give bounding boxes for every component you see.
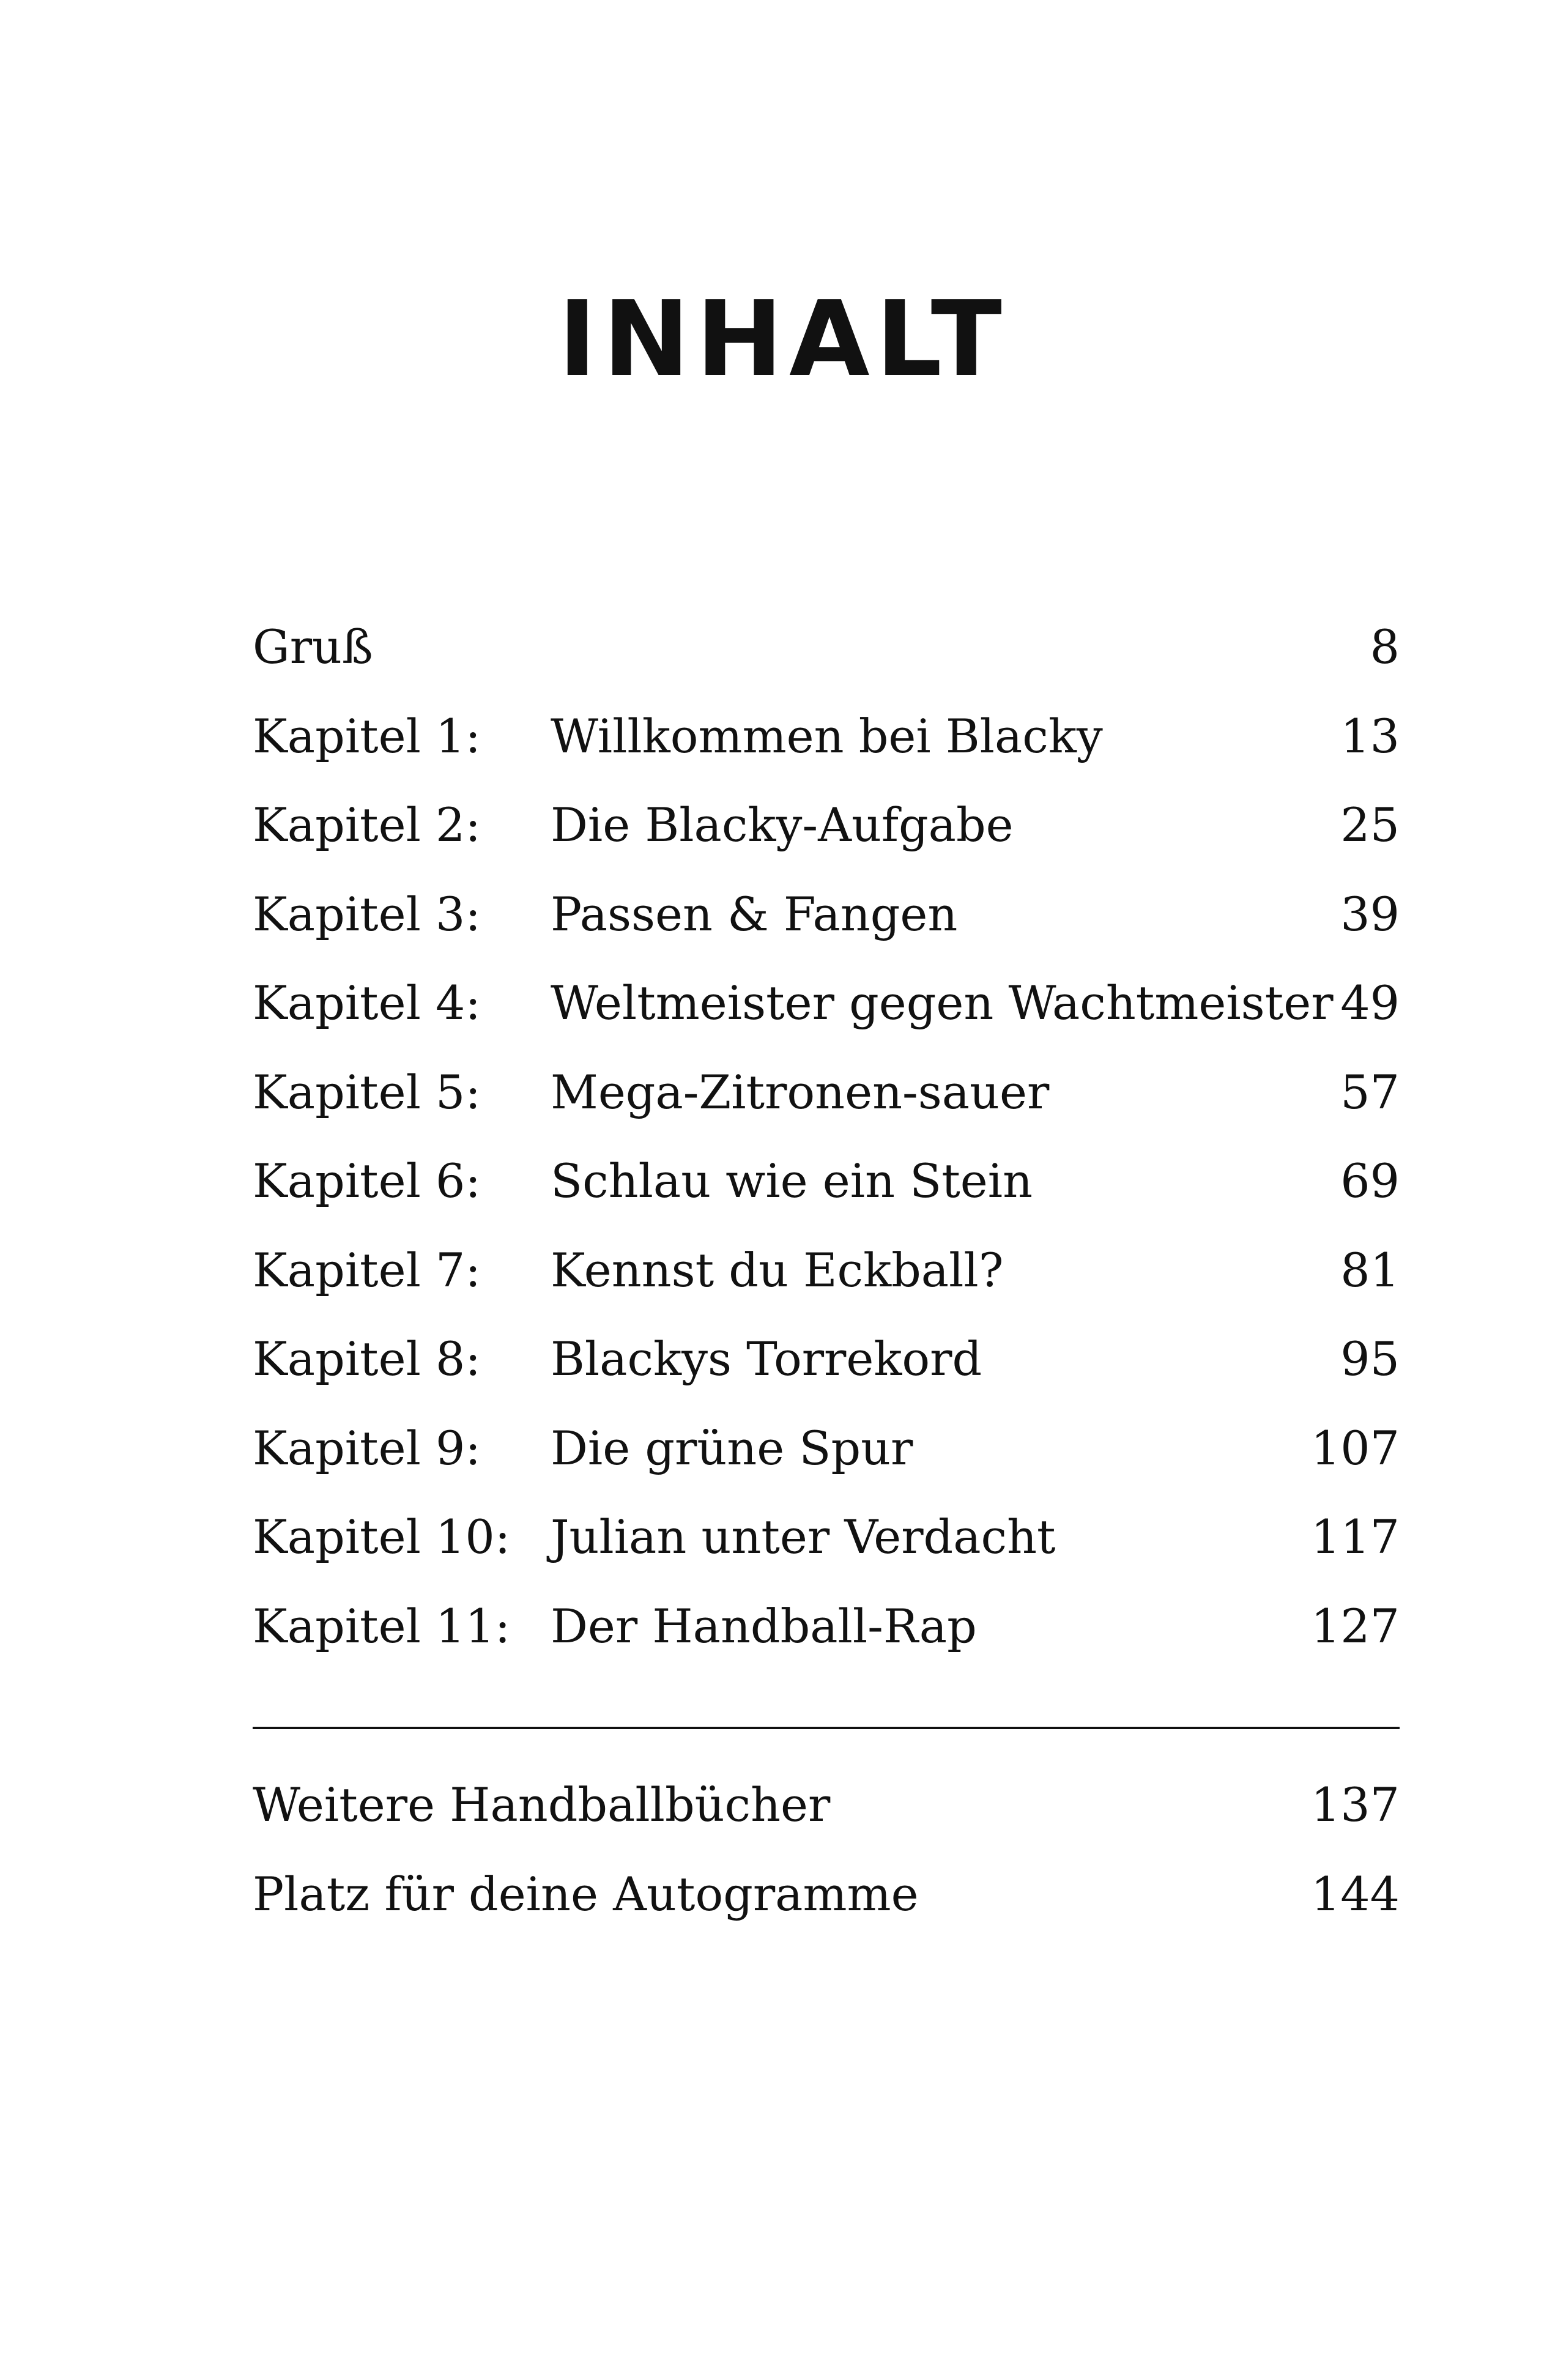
entry-label: Gruß: [253, 620, 373, 674]
toc-entry-chapter-8: [253, 1332, 1400, 1425]
table-of-contents: [253, 620, 1400, 1692]
toc-entry-chapter-11: [253, 1598, 1400, 1692]
page-title: INHALT: [558, 279, 1008, 400]
toc-entry-chapter-6: [253, 1154, 1400, 1247]
entry-title: Willkommen bei Blacky: [551, 708, 1103, 763]
entry-page-number: 8: [1370, 620, 1400, 674]
entry-page-number: 25: [1340, 798, 1400, 852]
entry-page-number: 69: [1340, 1154, 1400, 1208]
entry-title: Die grüne Spur: [551, 1420, 913, 1475]
entry-label: Kapitel 10:: [253, 1510, 511, 1564]
entry-label: Kapitel 2:: [253, 798, 481, 852]
entry-label: Kapitel 6:: [253, 1154, 481, 1208]
appendix-entry-further-books: [253, 1778, 1400, 1871]
toc-entry-gruss: [253, 620, 1400, 713]
entry-label: Weitere Handballbücher: [253, 1778, 831, 1832]
divider: [253, 1727, 1400, 1729]
entry-page-number: 127: [1310, 1598, 1400, 1653]
entry-title: Der Handball-Rap: [551, 1598, 977, 1653]
entry-page-number: 95: [1340, 1332, 1400, 1386]
toc-entry-chapter-7: [253, 1242, 1400, 1336]
entry-label: Kapitel 11:: [253, 1598, 511, 1653]
entry-label: Kapitel 4:: [253, 976, 481, 1030]
entry-label: Kapitel 9:: [253, 1420, 481, 1475]
entry-page-number: 81: [1340, 1242, 1400, 1297]
toc-entry-chapter-9: [253, 1420, 1400, 1514]
entry-page-number: 13: [1340, 708, 1400, 763]
entry-page-number: 144: [1310, 1866, 1400, 1921]
entry-title: Kennst du Eckball?: [551, 1242, 1004, 1297]
entry-title: Schlau wie ein Stein: [551, 1154, 1033, 1208]
toc-entry-chapter-10: [253, 1510, 1400, 1603]
entry-label: Kapitel 1:: [253, 708, 481, 763]
entry-label: Kapitel 7:: [253, 1242, 481, 1297]
entry-label: Kapitel 3:: [253, 886, 481, 941]
entry-title: Passen & Fangen: [551, 886, 958, 941]
toc-entry-chapter-4: [253, 976, 1400, 1069]
entry-title: Julian unter Verdacht: [551, 1510, 1056, 1564]
entry-page-number: 117: [1310, 1510, 1400, 1564]
toc-entry-chapter-2: [253, 798, 1400, 891]
toc-entry-chapter-5: [253, 1064, 1400, 1158]
entry-page-number: 137: [1310, 1778, 1400, 1832]
appendix-list: [253, 1778, 1400, 1960]
entry-title: Die Blacky-Aufgabe: [551, 798, 1014, 852]
entry-page-number: 39: [1340, 886, 1400, 941]
entry-title: Weltmeister gegen Wachtmeister: [551, 976, 1334, 1030]
entry-label: Kapitel 5:: [253, 1064, 481, 1119]
toc-entry-chapter-1: [253, 708, 1400, 803]
entry-page-number: 107: [1310, 1420, 1400, 1475]
entry-page-number: 57: [1340, 1064, 1400, 1119]
entry-label: Kapitel 8:: [253, 1332, 481, 1386]
entry-title: Mega-Zitronen-sauer: [551, 1064, 1050, 1119]
entry-title: Blackys Torrekord: [551, 1332, 982, 1386]
toc-entry-chapter-3: [253, 886, 1400, 981]
entry-label: Platz für deine Autogramme: [253, 1866, 919, 1921]
entry-page-number: 49: [1340, 976, 1400, 1030]
appendix-entry-autographs: [253, 1866, 1400, 1960]
